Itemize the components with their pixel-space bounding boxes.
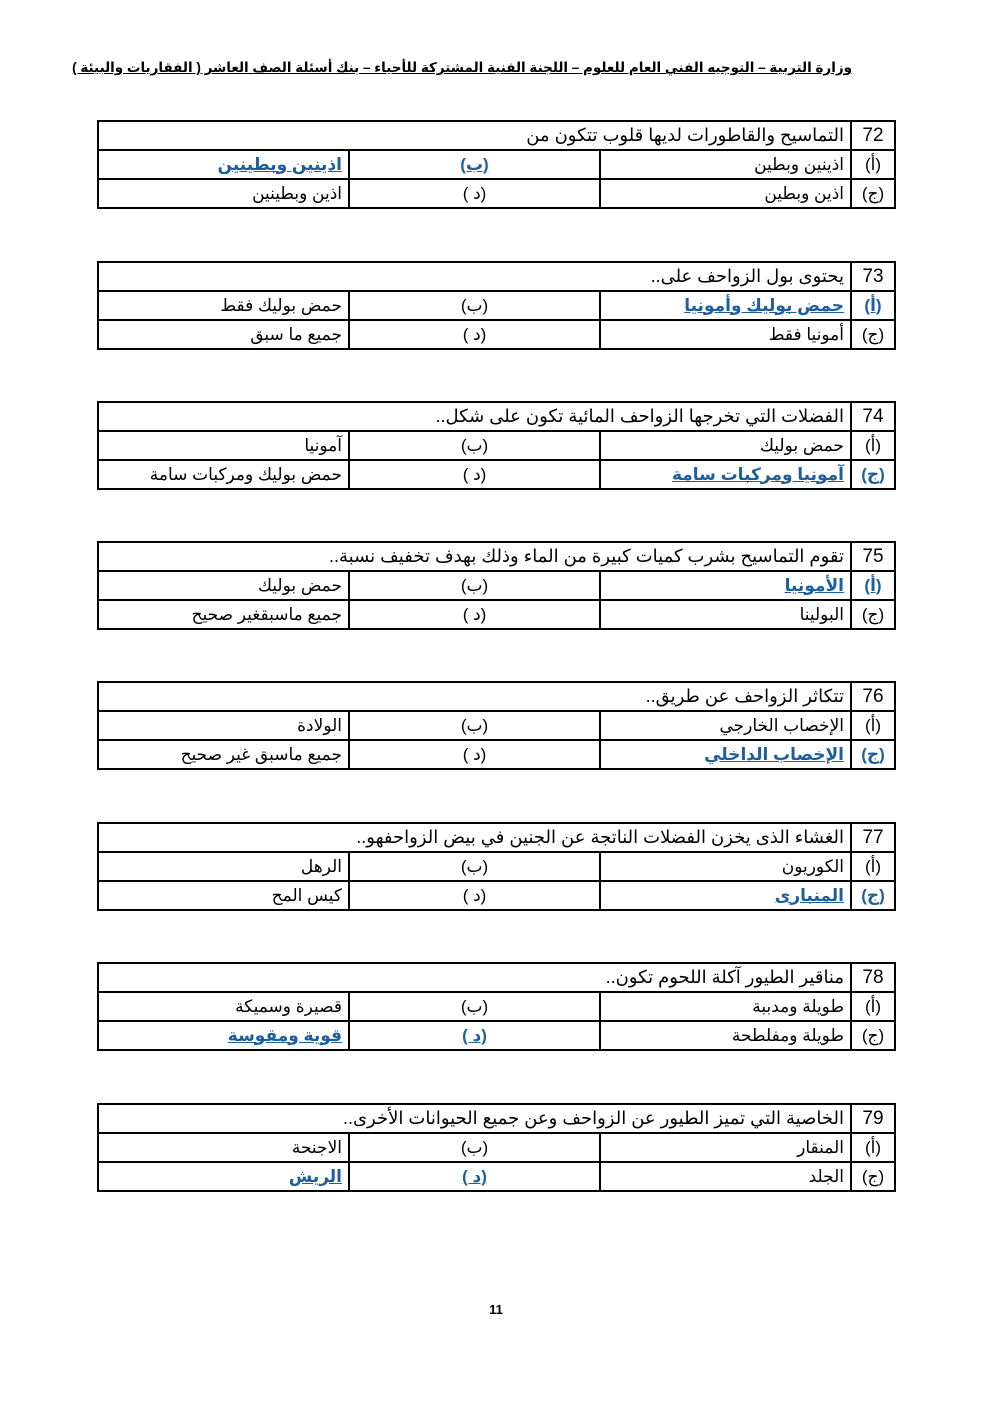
option-a: الكوريون <box>781 856 844 876</box>
question-stem-row <box>98 402 895 431</box>
question-72-table <box>97 120 896 209</box>
question-stem: الخاصية التي تميز الطيور عن الزواحف وعن جميع الحيوانات الأخرى.. <box>98 1104 851 1133</box>
question-number: 72 <box>851 121 895 150</box>
question-stem-row <box>98 542 895 571</box>
option-label-c: (ج) <box>851 1021 895 1050</box>
question-stem: يحتوى بول الزواحف على.. <box>98 262 851 291</box>
option-b: الرهل <box>300 856 342 876</box>
question-77-table <box>97 822 896 911</box>
option-c: الإخصاب الداخلي <box>704 744 844 764</box>
options-row <box>98 881 895 910</box>
options-row <box>98 852 895 881</box>
option-label-a: (أ) <box>851 992 895 1021</box>
option-label-a: (أ) <box>851 711 895 740</box>
option-label-b: (ب) <box>349 1133 600 1162</box>
options-row <box>98 179 895 208</box>
option-label-b: (ب) <box>349 291 600 320</box>
options-row <box>98 600 895 629</box>
option-label-d: (د ) <box>349 600 600 629</box>
question-stem: تتكاثر الزواحف عن طريق.. <box>98 682 851 711</box>
question-73-table <box>97 261 896 350</box>
options-row <box>98 320 895 349</box>
option-b: قصيرة وسميكة <box>235 996 342 1016</box>
page-header: وزارة التربية – التوجيه الفني العام للعلوم – اللجنة الفنية المشتركة للأحياء – بنك أسئلة الصف العاشر ( الفقاريات والبيئة ) <box>72 60 852 75</box>
option-label-a: (أ) <box>851 1133 895 1162</box>
question-stem-row <box>98 963 895 992</box>
question-79-table <box>97 1103 896 1192</box>
question-78-table <box>97 962 896 1051</box>
page-number: 11 <box>489 1302 503 1317</box>
option-b: آمونيا <box>304 435 342 455</box>
option-label-d: (د ) <box>349 320 600 349</box>
options-row <box>98 992 895 1021</box>
options-row <box>98 1133 895 1162</box>
option-c: اذين وبطين <box>764 183 844 203</box>
option-c: آمونيا ومركبات سامة <box>671 464 844 484</box>
option-label-b: (ب) <box>349 431 600 460</box>
option-c: المنبارى <box>774 885 844 905</box>
option-label-d: (د ) <box>349 1021 600 1050</box>
option-label-b: (ب) <box>349 992 600 1021</box>
question-number: 75 <box>851 542 895 571</box>
option-d: كيس المح <box>271 885 342 905</box>
option-d: جميع ماسبق غير صحيح <box>180 744 342 764</box>
question-75-table <box>97 541 896 630</box>
option-label-d: (د ) <box>349 740 600 769</box>
option-a: الإخصاب الخارجي <box>719 715 844 735</box>
option-a: حمض بوليك وأمونيا <box>684 295 844 315</box>
options-row <box>98 1021 895 1050</box>
question-stem-row <box>98 121 895 150</box>
option-a: المنقار <box>797 1137 844 1157</box>
option-a: الأمونيا <box>784 575 844 595</box>
option-label-c: (ج) <box>851 460 895 489</box>
question-number: 77 <box>851 823 895 852</box>
option-label-b: (ب) <box>349 150 600 179</box>
question-stem: الفضلات التي تخرجها الزواحف المائية تكون على شكل.. <box>98 402 851 431</box>
option-b: اذينين وبطينين <box>217 154 342 174</box>
option-d: حمض بوليك ومركبات سامة <box>149 464 342 484</box>
question-stem: التماسيح والقاطورات لديها قلوب تتكون من <box>98 121 851 150</box>
option-label-c: (ج) <box>851 1162 895 1191</box>
options-row <box>98 291 895 320</box>
options-row <box>98 711 895 740</box>
option-label-b: (ب) <box>349 711 600 740</box>
option-b: حمض بوليك <box>257 575 342 595</box>
option-label-a: (أ) <box>851 852 895 881</box>
question-stem: الغشاء الذى يخزن الفضلات الناتجة عن الجنين في بيض الزواحفهو.. <box>98 823 851 852</box>
question-stem-row <box>98 262 895 291</box>
option-b: حمض بوليك فقط <box>220 295 342 315</box>
option-label-d: (د ) <box>349 179 600 208</box>
question-stem-row <box>98 1104 895 1133</box>
option-a: اذينين وبطين <box>754 154 844 174</box>
option-d: جميع ماسبقغير صحيح <box>191 604 342 624</box>
option-label-a: (أ) <box>851 571 895 600</box>
question-76-table <box>97 681 896 770</box>
option-c: البولينا <box>799 604 844 624</box>
question-stem-row <box>98 682 895 711</box>
option-d: قوية ومقوسة <box>227 1025 342 1045</box>
options-row <box>98 431 895 460</box>
options-row <box>98 571 895 600</box>
option-c: أمونيا فقط <box>768 324 844 344</box>
option-label-a: (أ) <box>851 431 895 460</box>
option-label-d: (د ) <box>349 881 600 910</box>
options-row <box>98 460 895 489</box>
option-c: طويلة ومفلطحة <box>731 1025 844 1045</box>
option-label-a: (أ) <box>851 150 895 179</box>
question-number: 79 <box>851 1104 895 1133</box>
question-number: 76 <box>851 682 895 711</box>
question-stem-row <box>98 823 895 852</box>
option-b: الاجنحة <box>291 1137 342 1157</box>
option-d: اذين وبطينين <box>252 183 342 203</box>
option-label-c: (ج) <box>851 320 895 349</box>
options-row <box>98 1162 895 1191</box>
question-number: 78 <box>851 963 895 992</box>
question-stem: مناقير الطيور آكلة اللحوم تكون.. <box>98 963 851 992</box>
option-label-c: (ج) <box>851 179 895 208</box>
option-label-a: (أ) <box>851 291 895 320</box>
options-row <box>98 150 895 179</box>
options-row <box>98 740 895 769</box>
question-stem: تقوم التماسيح بشرب كميات كبيرة من الماء وذلك بهدف تخفيف نسبة.. <box>98 542 851 571</box>
question-number: 74 <box>851 402 895 431</box>
option-label-d: (د ) <box>349 460 600 489</box>
question-number: 73 <box>851 262 895 291</box>
option-d: الريش <box>288 1166 342 1186</box>
option-a: طويلة ومدببة <box>752 996 844 1016</box>
option-label-c: (ج) <box>851 600 895 629</box>
option-label-c: (ج) <box>851 881 895 910</box>
option-b: الولادة <box>297 715 342 735</box>
option-label-d: (د ) <box>349 1162 600 1191</box>
option-c: الجلد <box>808 1166 844 1186</box>
option-a: حمض بوليك <box>759 435 844 455</box>
question-74-table <box>97 401 896 490</box>
option-label-c: (ج) <box>851 740 895 769</box>
option-label-b: (ب) <box>349 571 600 600</box>
option-d: جميع ما سبق <box>250 324 342 344</box>
option-label-b: (ب) <box>349 852 600 881</box>
